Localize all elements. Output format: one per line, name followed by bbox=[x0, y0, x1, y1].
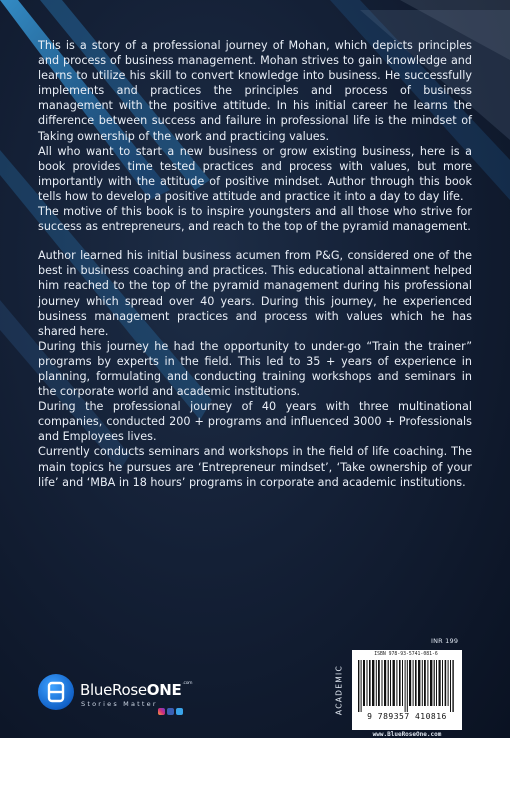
price-label: INR 199 bbox=[431, 637, 459, 645]
barcode bbox=[352, 650, 462, 730]
facebook-icon[interactable] bbox=[167, 708, 174, 715]
category-label: ACADEMIC bbox=[334, 664, 344, 716]
back-cover-text bbox=[38, 38, 472, 490]
blurb-paragraph: This is a story of a professional journey of Mohan, which depicts principles and process of business management. Mohan strives to gain knowledge and learns to utilize his skill to convert knowledge into business. He successfully implements and practices the principles and process of business management with the positive attitude. In his initial career he learns the difference between success and failure in professional life is the mindset of Taking ownership of the work and practicing values. bbox=[38, 39, 472, 143]
publisher-tagline: Stories Matter bbox=[81, 700, 158, 708]
publisher-name: BlueRoseONE$^{.com}$ bbox=[80, 681, 193, 699]
barcode-bars bbox=[358, 660, 456, 712]
author-bio-paragraph: Author learned his initial business acumen from P&G, considered one of the best in business coaching and practices. This educational attainment helped him reached to the top of the pyramid management during his professional journey which spread over 40 years. During this journey, he experienced business management practices and process with values which he has shared here. bbox=[38, 249, 472, 338]
author-bio-paragraph: During this journey he had the opportunity to under-go “Train the trainer” programs by experts in the field. This led to 35 + years of experience in planning, formulating and conducting training workshops and seminars in the corporate world and academic institutions. bbox=[38, 339, 472, 399]
blurb-paragraph: The motive of this book is to inspire youngsters and all those who strive for success as entrepreneurs, and reach to the top of the pyramid management. bbox=[38, 205, 472, 234]
author-bio-paragraph: During the professional journey of 40 years with three multinational companies, conducted 200 + programs and influenced 3000 + Professionals and Employees lives. bbox=[38, 400, 472, 444]
twitter-icon[interactable] bbox=[176, 708, 183, 715]
social-icons bbox=[158, 708, 183, 715]
instagram-icon[interactable] bbox=[158, 708, 165, 715]
isbn-label: ISBN 978-93-5741-081-6 bbox=[374, 652, 438, 657]
publisher-logo-icon bbox=[38, 674, 74, 710]
blurb-paragraph: All who want to start a new business or grow existing business, here is a book provides time tested practices and process with values, but more importantly with the attitude of positive mindset. Author through this book tells how to develop a positive attitude and practice it into a day to day life. bbox=[38, 144, 472, 203]
isbn-number: 9 789357 410816 bbox=[367, 712, 447, 721]
author-bio-paragraph: Currently conducts seminars and workshops in the field of life coaching. The main topics he pursues are ‘Entrepreneur mindset’, ‘Take ownership of your life’ and ‘MBA in 18 hours’ programs in corporate and academic institutions. bbox=[38, 445, 472, 489]
publisher-website[interactable]: www.BlueRoseOne.com bbox=[372, 731, 442, 738]
